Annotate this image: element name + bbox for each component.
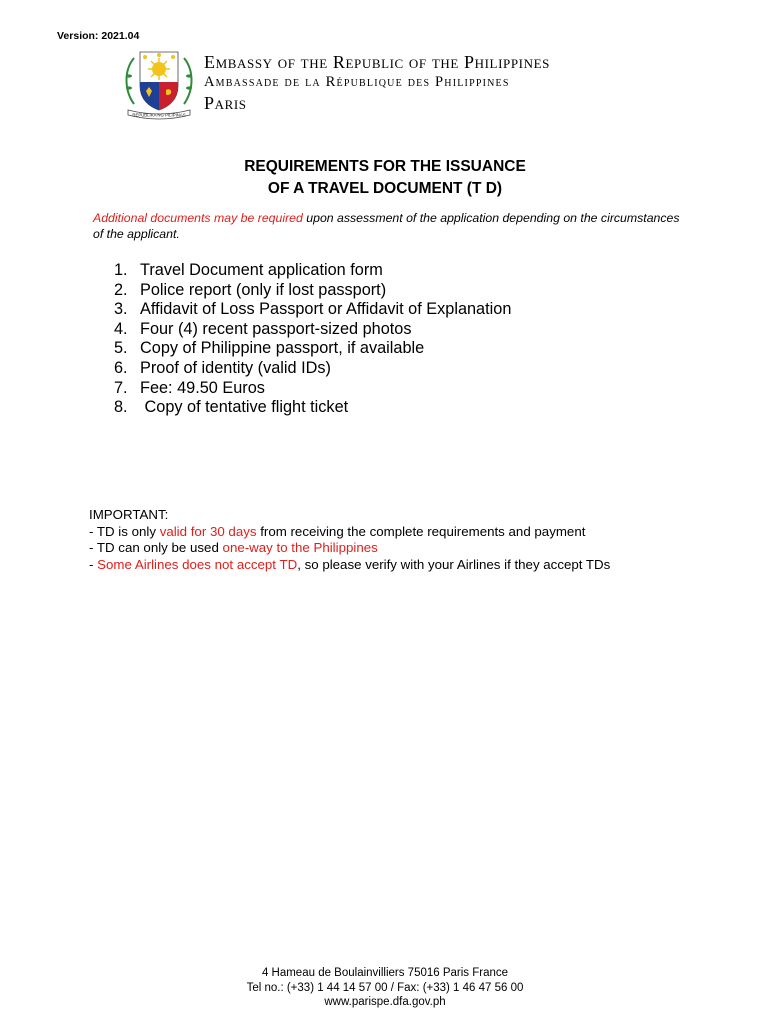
svg-text:REPUBLIKA NG PILIPINAS: REPUBLIKA NG PILIPINAS — [132, 112, 186, 118]
text-segment: , so please verify with your Airlines if they accept TDs — [297, 557, 611, 573]
requirement-number: 1. — [114, 261, 128, 279]
requirement-number: 6. — [114, 358, 128, 377]
requirement-item — [114, 261, 511, 281]
requirement-item — [114, 398, 511, 418]
requirement-number: 8. — [114, 398, 128, 417]
requirement-number: 2. — [114, 280, 128, 299]
important-line-one-way — [89, 540, 610, 557]
title-line-1: REQUIREMENTS FOR THE ISSUANCE — [244, 158, 526, 175]
requirement-number: 5. — [114, 339, 128, 358]
text-highlight: one-way to the Philippines — [222, 540, 378, 556]
requirement-text: Copy of tentative flight ticket — [140, 398, 349, 417]
text-segment: - TD is only — [89, 523, 160, 539]
requirement-item — [114, 359, 511, 379]
requirements-list — [114, 261, 511, 418]
requirement-number: 4. — [114, 319, 128, 338]
requirement-text: Travel Document application form — [140, 261, 383, 279]
important-line-validity — [89, 524, 610, 541]
requirement-item — [114, 320, 511, 340]
requirement-item — [114, 379, 511, 399]
text-highlight: Some Airlines does not accept TD — [97, 557, 298, 573]
requirement-number: 7. — [114, 378, 128, 397]
note-highlight: Additional documents may be required — [93, 211, 303, 225]
important-line-airlines — [89, 557, 610, 574]
requirement-text: Affidavit of Loss Passport or Affidavit of Explanation — [140, 300, 512, 319]
text-highlight: valid for 30 days — [159, 523, 257, 539]
requirement-item — [114, 281, 511, 301]
requirement-number: 3. — [114, 300, 128, 319]
text-segment: from receiving the complete requirements and payment — [256, 523, 586, 539]
requirement-text: Proof of identity (valid IDs) — [140, 358, 331, 377]
contact-footer — [0, 966, 770, 1010]
note-rest: upon assessment of the application depending on the circumstances of the applicant. — [93, 211, 680, 241]
additional-documents-note — [93, 210, 693, 242]
footer-address: 4 Hameau de Boulainvilliers 75016 Paris France — [261, 967, 509, 979]
requirement-text: Police report (only if lost passport) — [140, 280, 387, 299]
requirement-text: Four (4) recent passport-sized photos — [140, 319, 412, 338]
requirement-item — [114, 339, 511, 359]
important-heading: IMPORTANT: — [89, 507, 169, 522]
requirement-text: Copy of Philippine passport, if available — [140, 339, 425, 358]
footer-website: www.parispe.dfa.gov.ph — [324, 996, 446, 1009]
footer-phone-fax: Tel no.: (+33) 1 44 14 57 00 / Fax: (+33) 1 46 47 56 00 — [246, 981, 524, 994]
embassy-header — [204, 53, 550, 112]
important-notes — [89, 507, 610, 574]
text-segment: - — [89, 557, 98, 573]
text-segment: - TD can only be used — [89, 540, 223, 556]
requirement-text: Fee: 49.50 Euros — [140, 378, 265, 397]
embassy-name-french: Ambassade de la République des Philippines — [204, 74, 510, 90]
embassy-name-english: Embassy of the Republic of the Philippines — [204, 52, 550, 72]
requirement-item — [114, 300, 511, 320]
title-line-2: OF A TRAVEL DOCUMENT (T D) — [267, 180, 503, 197]
version-label: Version: 2021.04 — [57, 30, 140, 42]
philippine-coat-of-arms-icon — [120, 44, 198, 122]
embassy-city: Paris — [204, 92, 247, 113]
document-title — [0, 156, 770, 200]
